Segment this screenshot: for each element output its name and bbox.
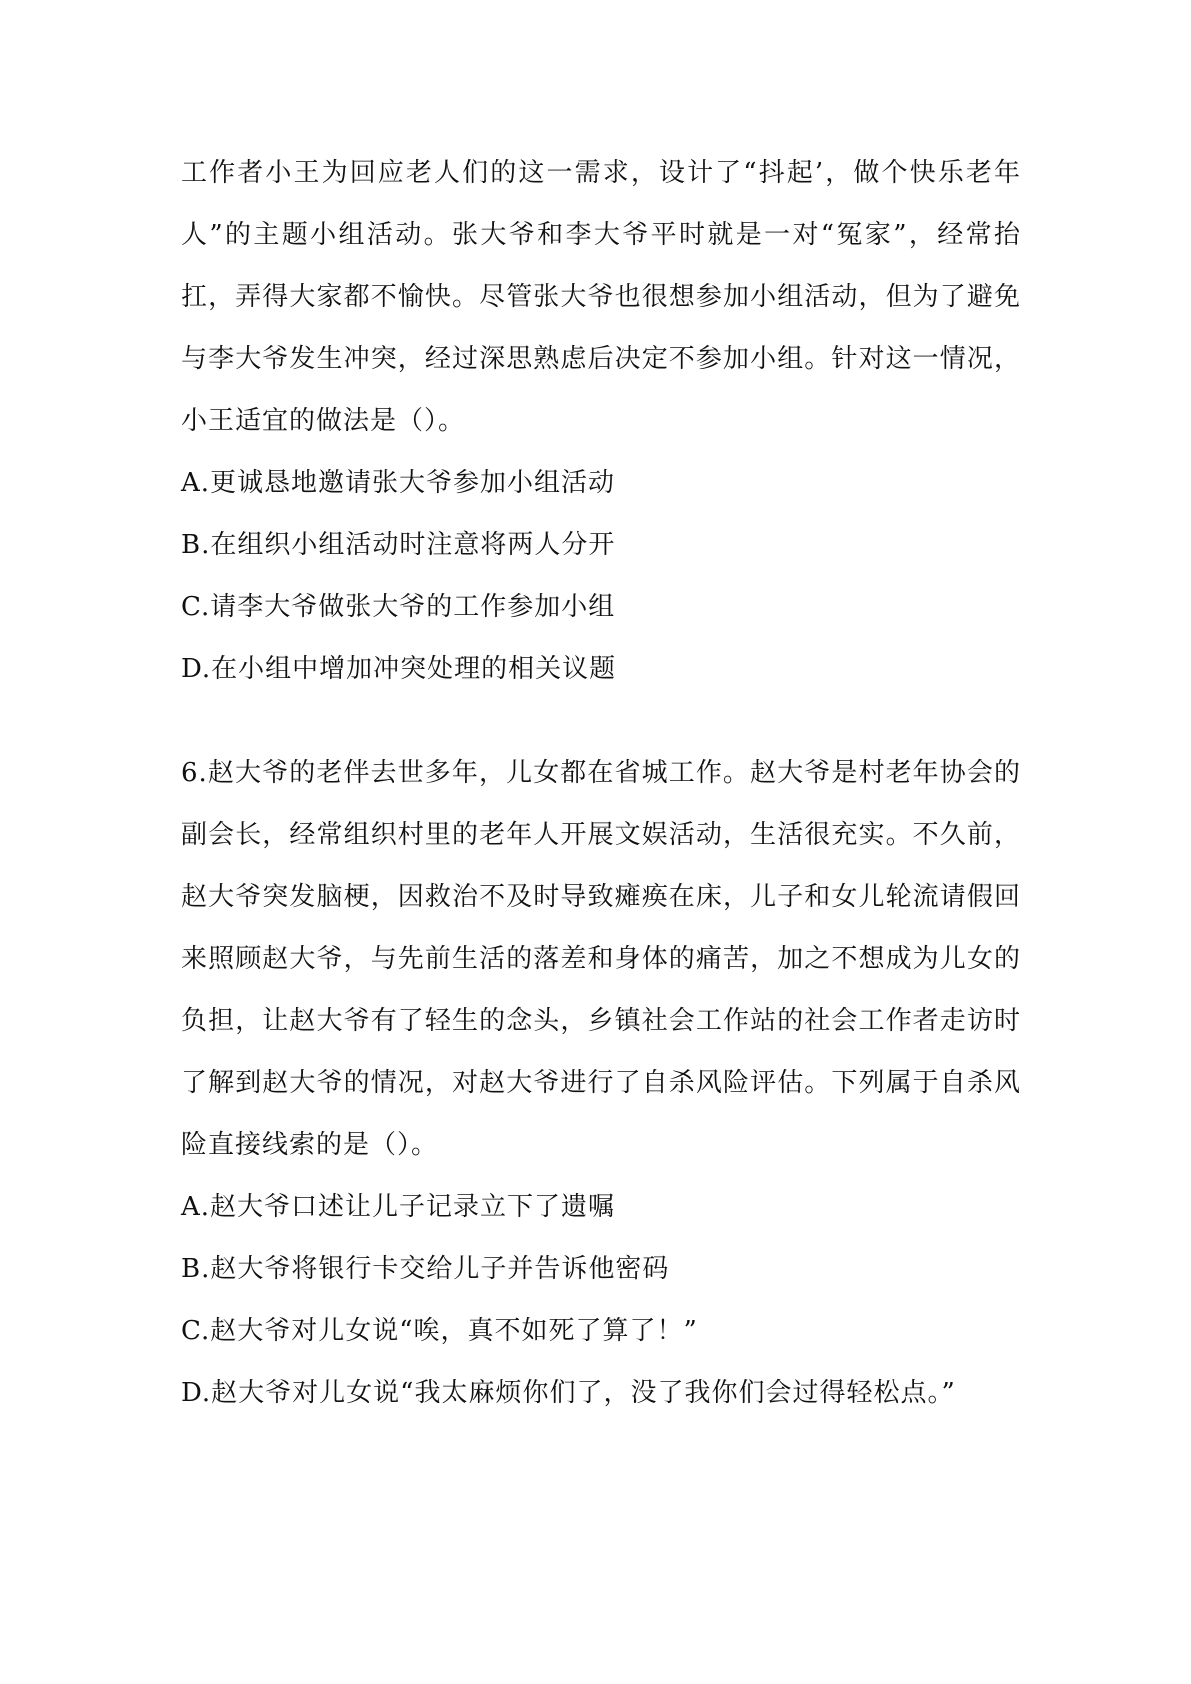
question-5-option-c: C.请李大爷做张大爷的工作参加小组 (181, 592, 616, 622)
question-6-option-a: A.赵大爷口述让儿子记录立下了遗嘱 (181, 1192, 616, 1222)
question-6-stem: 6.赵大爷的老伴去世多年，儿女都在省城工作。赵大爷是村老年协会的副会长，经常组织村里的老年人开展文娱活动，生活很充实。不久前，赵大爷突发脑梗，因救治不及时导致瘫痪在床，儿子和女儿轮流请假回来照顾赵大爷，与先前生活的落差和身体的痛苦，加之不想成为儿女的负担，让赵大爷有了轻生的念头，乡镇社会工作站的社会工作者走访时了解到赵大爷的情况，对赵大爷进行了自杀风险评估。下列属于自杀风险直接线索的是（）。 (181, 758, 1021, 1160)
question-5-stem: 工作者小王为回应老人们的这一需求，设计了“抖起’，做个快乐老年人”的主题小组活动。张大爷和李大爷平时就是一对“冤家”，经常抬扛，弄得大家都不愉快。尽管张大爷也很想参加小组活动，但为了避免与李大爷发生冲突，经过深思熟虑后决定不参加小组。针对这一情况，小王适宜的做法是（）。 (181, 158, 1021, 436)
question-6-option-c: C.赵大爷对儿女说“唉，真不如死了算了！” (181, 1316, 698, 1346)
question-5-option-a: A.更诚恳地邀请张大爷参加小组活动 (181, 468, 616, 498)
question-5-option-d: D.在小组中增加冲突处理的相关议题 (181, 654, 617, 684)
question-5-option-b: B.在组织小组活动时注意将两人分开 (181, 530, 616, 560)
question-5 (181, 142, 1021, 700)
question-6 (181, 742, 1021, 1424)
question-6-option-d: D.赵大爷对儿女说“我太麻烦你们了，没了我你们会过得轻松点。” (181, 1378, 956, 1408)
question-6-option-b: B.赵大爷将银行卡交给儿子并告诉他密码 (181, 1254, 670, 1284)
